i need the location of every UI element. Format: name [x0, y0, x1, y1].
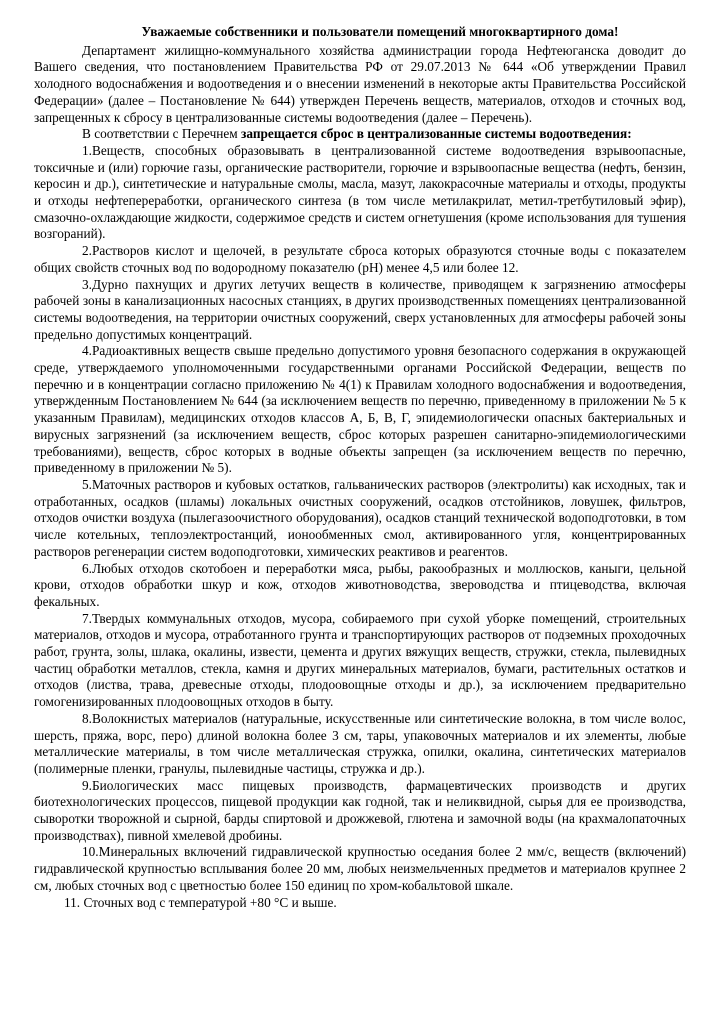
list-item-8: 8.Волокнистых материалов (натуральные, искусственные или синтетические волокна, в том числе волос, шерсть, пряжа, ворс, перо) длиной волокна более 3 см, тары, упаковочных материалов и их элементы, любые металлические материалы, в том числе металлическая стружка, опилки, окалина, синтетических материалов (полимерные пленки, гранулы, пылевидные частицы, стружка и др.). [34, 710, 686, 776]
lead-emphasis: запрещается сброс в централизованные системы водоотведения: [241, 126, 632, 142]
list-item-11: 11. Сточных вод с температурой +80 °С и выше. [64, 894, 337, 910]
intro-paragraph: Департамент жилищно-коммунального хозяйства администрации города Нефтеюганска доводит до Вашего сведения, что постановлением Правительства РФ от 29.07.2013 № 644 «Об утверждении Правил холодного водоснабжения и водоотведения и о внесении изменений в некоторые акты Правительства Российской Федерации» (далее – Постановление № 644) утвержден Перечень веществ, материалов, отходов и сточных вод, запрещенных к сбросу в централизованные системы водоотведения (далее – Перечень). [34, 42, 686, 125]
list-item-7: 7.Твердых коммунальных отходов, мусора, собираемого при сухой уборке помещений, строительных материалов, отходов и мусора, отработанного грунта и транспортирующих растворов от подземных проходочных работ, грунта, золы, шлака, окалины, извести, цемента и других вяжущих веществ, стружки, стекла, пылевидных частиц обработки металлов, стекла, камня и других минеральных материалов, бумаги, растительных остатков и отходов (листва, трава, древесные отходы, плодоовощные отходы и др.), за исключением предварительно гомогенизированных плодоовощных отходов в быту. [34, 610, 686, 710]
list-item-10: 10.Минеральных включений гидравлической крупностью оседания более 2 мм/с, веществ (включений) гидравлической крупностью всплывания более 20 мм, любых неизмельченных предметов и материалов крупнее 2 см, любых сточных вод с цветностью более 150 единиц по хром-кобальтовой шкале. [34, 844, 686, 893]
list-item-5: 5.Маточных растворов и кубовых остатков, гальванических растворов (электролиты) как исходных, так и отработанных, осадков (шламы) локальных очистных сооружений, осадков отстойников, ловушек, фильтров, отходов очистки воздуха (пылегазоочистного оборудования), осадков станций технической водоподготовки, в том числе котельных, теплоэлектростанций, ионообменных смол, активированного угля, концентрированных растворов регенерации систем водоподготовки, химических реактивов и реагентов. [34, 476, 686, 559]
list-item-6: 6.Любых отходов скотобоен и переработки мяса, рыбы, ракообразных и моллюсков, каныги, цельной крови, отходов обработки шкур и кож, отходов животноводства, звероводства и птицеводства, включая фекальных. [34, 560, 686, 609]
list-item-4: 4.Радиоактивных веществ свыше предельно допустимого уровня безопасного содержания в окружающей среде, утверждаемого уполномоченными государственными органами Российской Федерации, веществ по перечню и в концентрации согласно приложению № 4(1) к Правилам холодного водоснабжения и водоотведения, утвержденным Постановлением № 644 (за исключением веществ по перечню, приведенному в приложении № 5 к указанным Правилам), медицинских отходов классов А, Б, В, Г, эпидемиологически опасных бактериальных и вирусных загрязнений (за исключением веществ, сброс которых разрешен санитарно-эпидемиологическими требованиями), веществ, сброс которых в водные объекты запрещен (за исключением веществ по перечню, приведенному в приложении № 5). [34, 343, 686, 476]
document-title: Уважаемые собственники и пользователи помещений многоквартирного дома! [141, 24, 619, 39]
list-item-9: 9.Биологических масс пищевых производств, фармацевтических производств и других биотехнологических процессов, пищевой продукции как годной, так и неликвидной, сырья для ее производства, сыворотки творожной и сырной, барды спиртовой и дрожжевой, глютена и замочной воды (на крахмалопаточных производствах), пивной хмелевой дробины. [34, 777, 686, 843]
list-item-1: 1.Веществ, способных образовывать в централизованной системе водоотведения взрывоопасные, токсичные и (или) горючие газы, органические растворители, горючие и взрывоопасные вещества (нефть, бензин, керосин и др.), синтетические и натуральные смолы, масла, мазут, лакокрасочные материалы и отходы, продукты и отходы нефтепереработки, органического синтеза (в том числе метилакрилат, метил-третбутиловый эфир), смазочно-охлаждающие жидкости, содержимое средств и систем огнетушения (кроме использования для тушения возгораний). [34, 142, 686, 242]
lead-paragraph [34, 126, 686, 143]
list-item-2: 2.Растворов кислот и щелочей, в результате сброса которых образуются сточные воды с показателем общих свойств сточных вод по водородному показателю (pH) менее 4,5 или более 12. [34, 243, 686, 275]
list-item-3: 3.Дурно пахнущих и других летучих веществ в количестве, приводящем к загрязнению атмосферы рабочей зоны в канализационных насосных станциях, в других производственных помещениях централизованной системы водоотведения, на территории очистных сооружений, сверх установленных для атмосферы рабочей зоны предельно допустимых концентраций. [34, 276, 686, 342]
lead-text: В соответствии с Перечнем [82, 126, 242, 142]
